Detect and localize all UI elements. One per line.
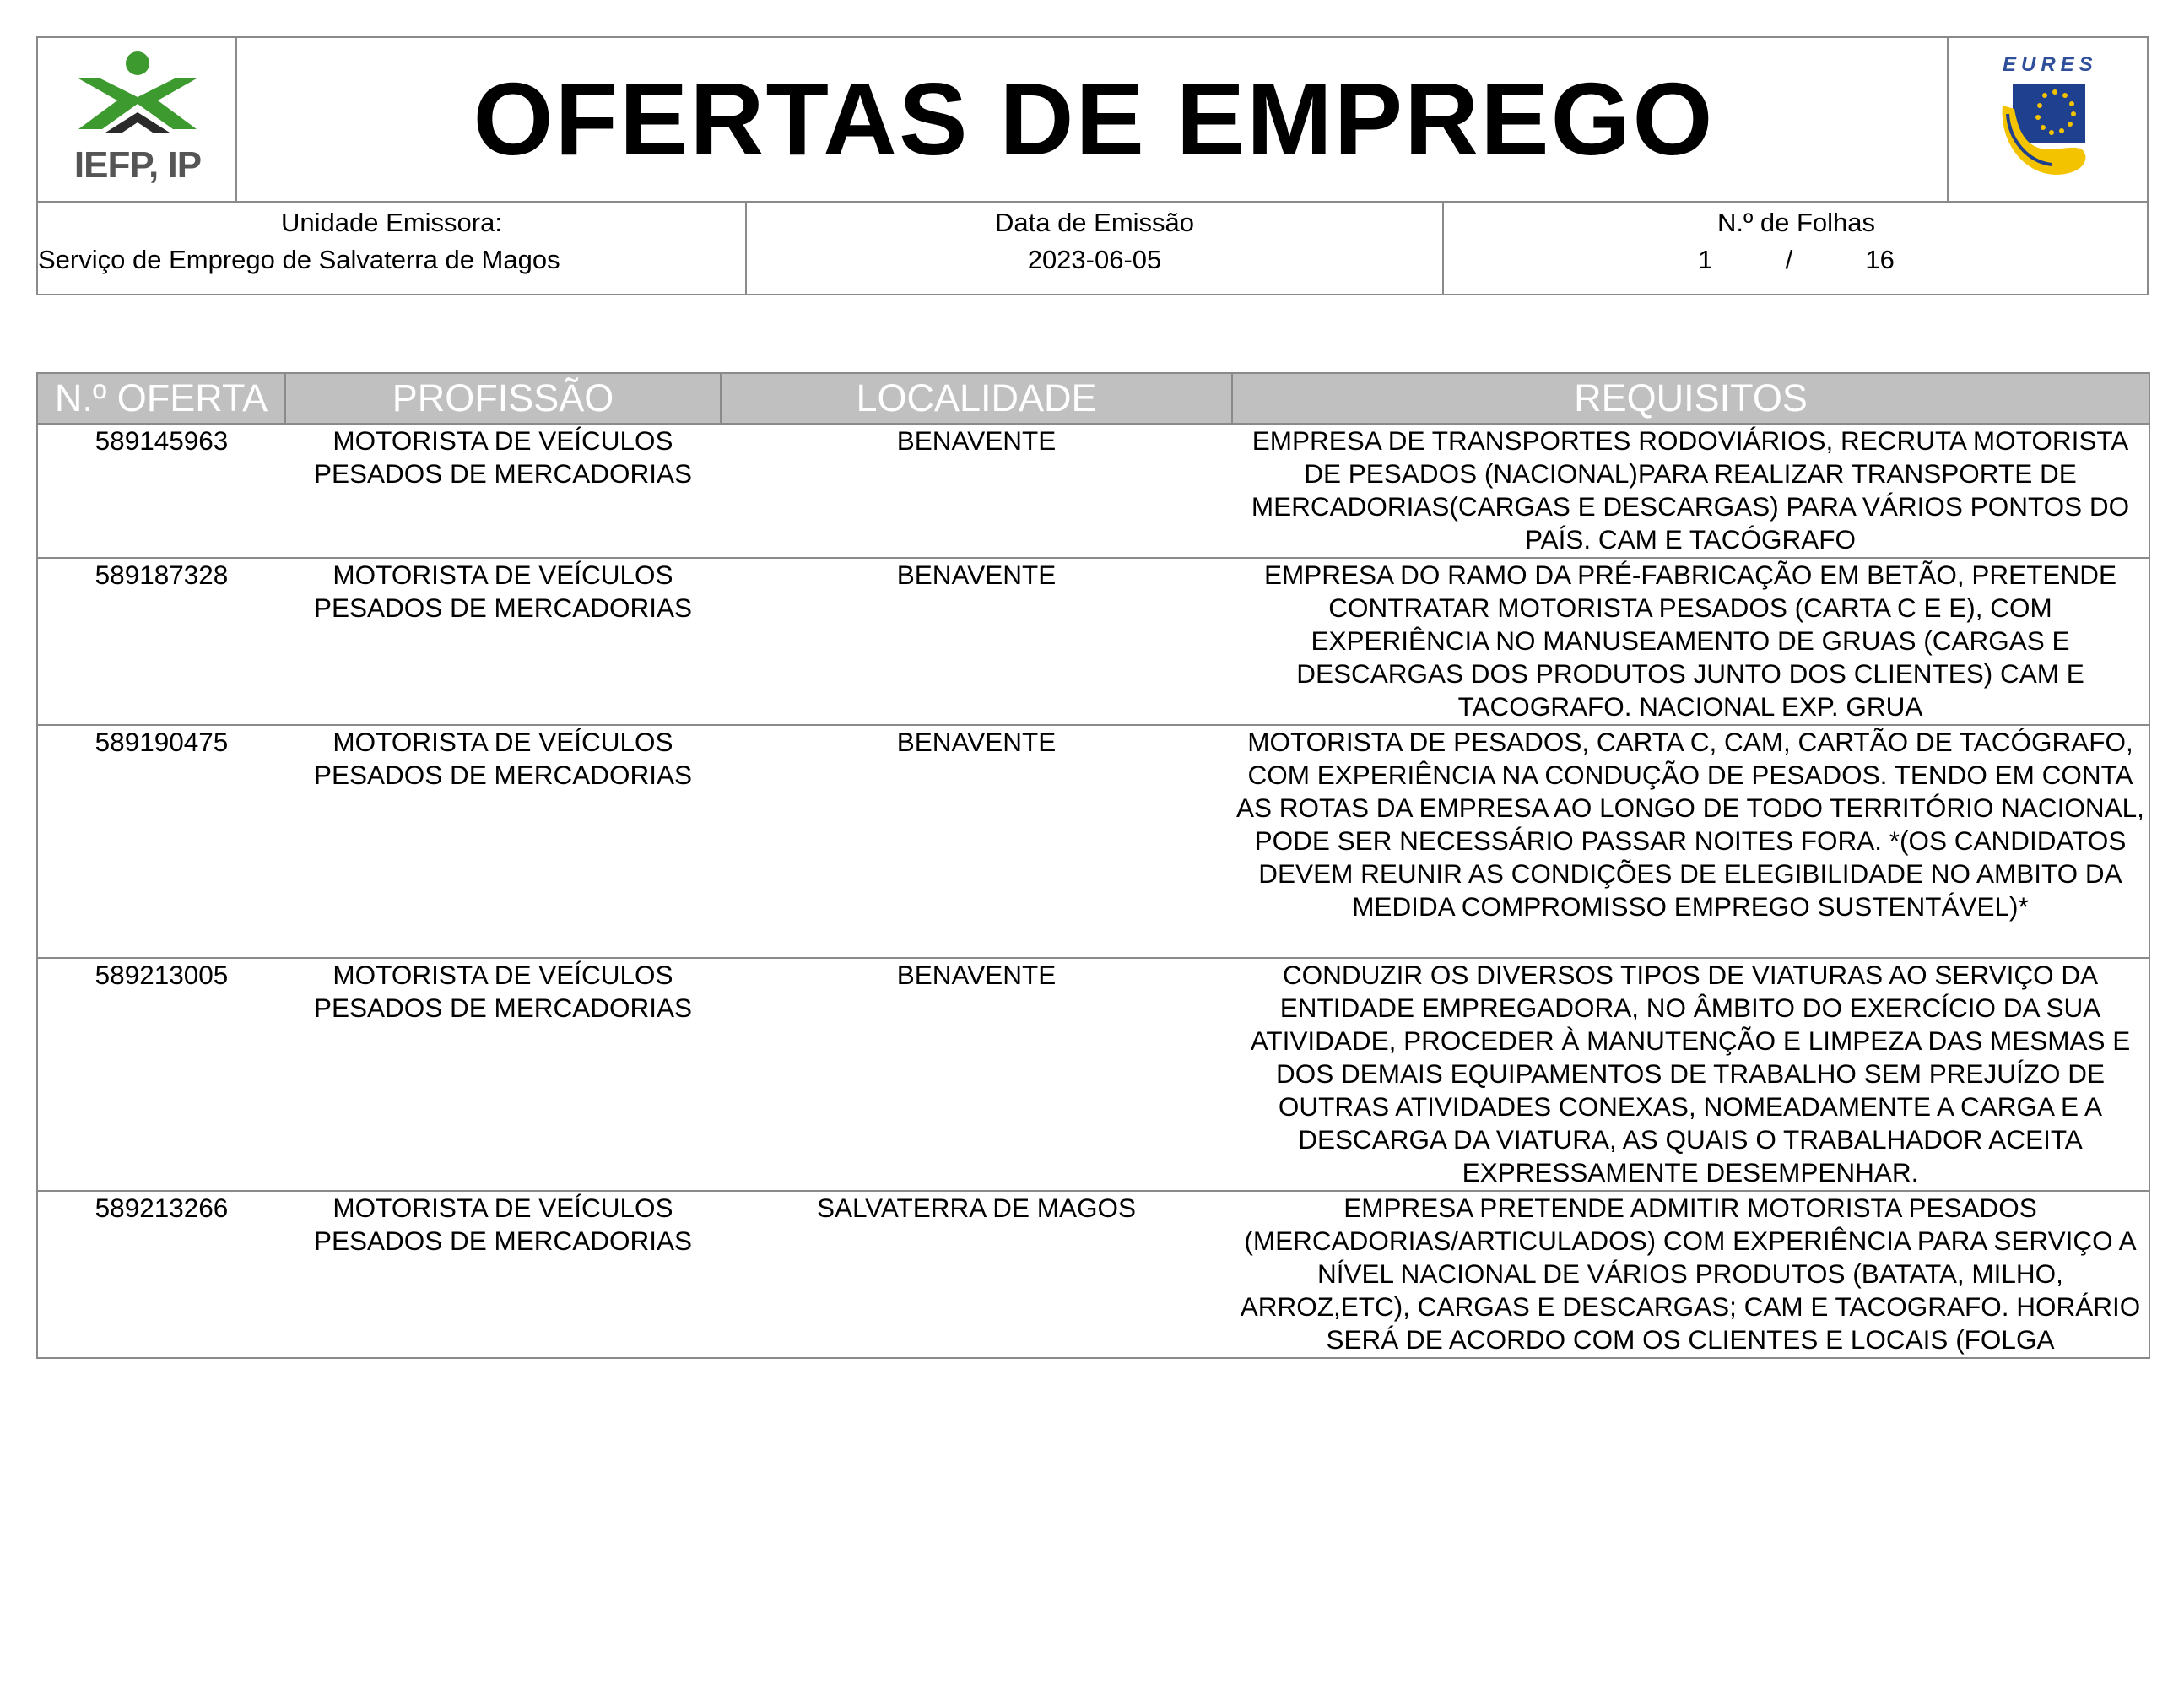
location: BENAVENTE [721,958,1232,1191]
issuing-unit-cell [38,203,747,295]
offer-number: 589187328 [37,558,285,725]
issuing-unit-label: Unidade Emissora: [281,208,502,237]
offer-number: 589190475 [37,725,285,958]
column-header-profession: PROFISSÃO [285,373,721,424]
column-header-offer-number: N.º OFERTA [37,373,285,424]
profession: MOTORISTA DE VEÍCULOS PESADOS DE MERCADORIAS [285,1191,721,1358]
table-row [37,424,2149,558]
column-header-requirements: REQUISITOS [1232,373,2149,424]
iefp-logo-text: IEFP, IP [73,144,202,186]
table-row [37,958,2149,1191]
location: SALVATERRA DE MAGOS [721,1191,1232,1358]
issue-date-label: Data de Emissão [994,208,1195,237]
issuer-info-row [38,201,2147,295]
sheet-count-value [1444,245,2149,275]
job-offers-table [36,372,2150,1359]
table-row [37,558,2149,725]
iefp-logo [38,38,237,201]
table-row [37,725,2149,958]
offer-number: 589213266 [37,1191,285,1358]
sheet-count-label: N.º de Folhas [1716,208,1876,237]
page-title: OFERTAS DE EMPREGO [473,62,1715,176]
sheet-total: 16 [1865,245,1895,274]
sheet-separator: / [1785,245,1793,274]
requirements: EMPRESA DE TRANSPORTES RODOVIÁRIOS, RECRUTA MOTORISTA DE PESADOS (NACIONAL)PARA REALIZAR TRANSPORTE DE MERCADORIAS(CARGAS E DESCARGAS) PARA VÁRIOS PONTOS DO PAÍS. CAM E TACÓGRAFO [1232,424,2149,558]
requirements: EMPRESA PRETENDE ADMITIR MOTORISTA PESADOS (MERCADORIAS/ARTICULADOS) COM EXPERIÊNCIA PARA SERVIÇO A NÍVEL NACIONAL DE VÁRIOS PRODUTOS (BATATA, MILHO, ARROZ,ETC), CARGAS E DESCARGAS; CAM E TACOGRAFO. HORÁRIO SERÁ DE ACORDO COM OS CLIENTES E LOCAIS (FOLGA [1232,1191,2149,1358]
profession: MOTORISTA DE VEÍCULOS PESADOS DE MERCADORIAS [285,958,721,1191]
issue-date-cell [747,203,1444,295]
location: BENAVENTE [721,725,1232,958]
requirements: CONDUZIR OS DIVERSOS TIPOS DE VIATURAS AO SERVIÇO DA ENTIDADE EMPREGADORA, NO ÂMBITO DO EXERCÍCIO DA SUA ATIVIDADE, PROCEDER À MANUTENÇÃO E LIMPEZA DAS MESMAS E DOS DEMAIS EQUIPAMENTOS DE TRABALHO SEM PREJUÍZO DE OUTRAS ATIVIDADES CONEXAS, NOMEADAMENTE A CARGA E A DESCARGA DA VIATURA, AS QUAIS O TRABALHADOR ACEITA EXPRESSAMENTE DESEMPENHAR. [1232,958,2149,1191]
document-header [36,36,2149,295]
profession: MOTORISTA DE VEÍCULOS PESADOS DE MERCADORIAS [285,558,721,725]
profession: MOTORISTA DE VEÍCULOS PESADOS DE MERCADORIAS [285,424,721,558]
eures-logo-text: EURES [2003,53,2098,76]
offer-number: 589213005 [37,958,285,1191]
profession: MOTORISTA DE VEÍCULOS PESADOS DE MERCADORIAS [285,725,721,958]
location: BENAVENTE [721,558,1232,725]
location: BENAVENTE [721,424,1232,558]
requirements: MOTORISTA DE PESADOS, CARTA C, CAM, CARTÃO DE TACÓGRAFO, COM EXPERIÊNCIA NA CONDUÇÃO DE PESADOS. TENDO EM CONTA AS ROTAS DA EMPRESA AO LONGO DE TODO TERRITÓRIO NACIONAL, PODE SER NECESSÁRIO PASSAR NOITES FORA. *(OS CANDIDATOS DEVEM REUNIR AS CONDIÇÕES DE ELEGIBILIDADE NO AMBITO DA MEDIDA COMPROMISSO EMPREGO SUSTENTÁVEL)* [1232,725,2149,958]
sheet-count-cell [1444,203,2149,295]
iefp-logo-icon [72,48,203,148]
table-row [37,1191,2149,1358]
eures-logo-icon [1996,80,2097,181]
eures-logo [1947,38,2147,201]
column-header-location: LOCALIDADE [721,373,1232,424]
requirements: EMPRESA DO RAMO DA PRÉ-FABRICAÇÃO EM BETÃO, PRETENDE CONTRATAR MOTORISTA PESADOS (CARTA C E E), COM EXPERIÊNCIA NO MANUSEAMENTO DE GRUAS (CARGAS E DESCARGAS DOS PRODUTOS JUNTO DOS CLIENTES) CAM E TACOGRAFO. NACIONAL EXP. GRUA [1232,558,2149,725]
offer-number: 589145963 [37,424,285,558]
issue-date-value: 2023-06-05 [1027,245,1162,274]
sheet-current: 1 [1698,245,1713,274]
table-header-row [37,373,2149,424]
issuing-unit-value: Serviço de Emprego de Salvaterra de Magos [38,245,560,274]
